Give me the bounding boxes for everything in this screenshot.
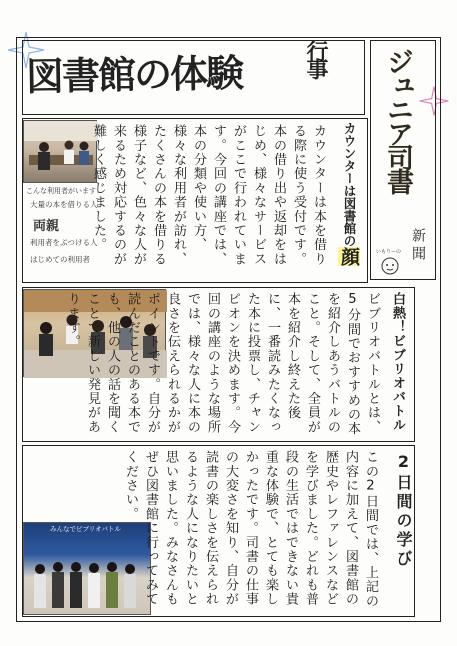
counter-heading bbox=[336, 122, 363, 280]
bibliobattle-body: ビブリオバトルとは、5分間でおすすめの本を紹介しあうバトルのこと。そして、全員が本を紹介し終えた後に、一番読みたくなった本に投票し、チャンピオンを決めます。今回の講座のような場所では、様々な人に本の良さを伝えられるかがポイントです。自分が読んだことのある本でも、他の人の話を聞くことで新しい発見があります。 bbox=[65, 292, 380, 436]
page-title-suffix: 行事 bbox=[303, 40, 328, 76]
counter-heading-text: カウンターは図書館の bbox=[342, 122, 357, 247]
learning-heading: 2日間の学び bbox=[394, 452, 413, 569]
counter-body: カウンターは本を借りる際に使う受付です。本の借り出や返却をはじめ、様々なサービスがここで行われています。今回の講座では、本の分類や使い方、様々な利用者が訪れ、たくさんの本を借りる様子など、色々な人が来るため対応するのが難しく感じました。 bbox=[91, 124, 326, 266]
bibliobattle-heading: 白熱！ビブリオバトル bbox=[390, 292, 405, 432]
user-note-1: 大量の本を借りる人 bbox=[30, 200, 98, 209]
counter-heading-emphasis: 顔 bbox=[338, 247, 360, 266]
newspaper-subtitle: 新聞 bbox=[410, 228, 426, 264]
mascot-icon bbox=[379, 254, 401, 276]
counter-photo-caption: こんな利用者がいます！ bbox=[26, 187, 103, 195]
mascot-label: いもりーの bbox=[376, 249, 402, 255]
learning-body: この2日間では、上記の内容に加えて、図書館の歴史やレファレンスなどを学びました。どれも普段の生活ではできない貴重な体験で、とても楽しかったです。司書の仕事の大変さを知り、自分が読書の楽しさを伝えられるような人になりたいと思いました。みなさんもぜひ図書館に行ってみてください。 bbox=[123, 450, 378, 608]
group-photo bbox=[23, 522, 151, 615]
group-photo-caption: みんなでビブリオバトル bbox=[50, 525, 121, 533]
user-note-3: 利用者をぶつける人 bbox=[30, 238, 98, 247]
newspaper-name: ジュニア司書 bbox=[382, 48, 413, 192]
page-title: 図書館の体験 bbox=[25, 51, 243, 99]
user-note-4: はじめての利用者 bbox=[30, 255, 90, 264]
counter-photo bbox=[23, 120, 97, 183]
user-note-2: 両親 bbox=[33, 219, 60, 234]
